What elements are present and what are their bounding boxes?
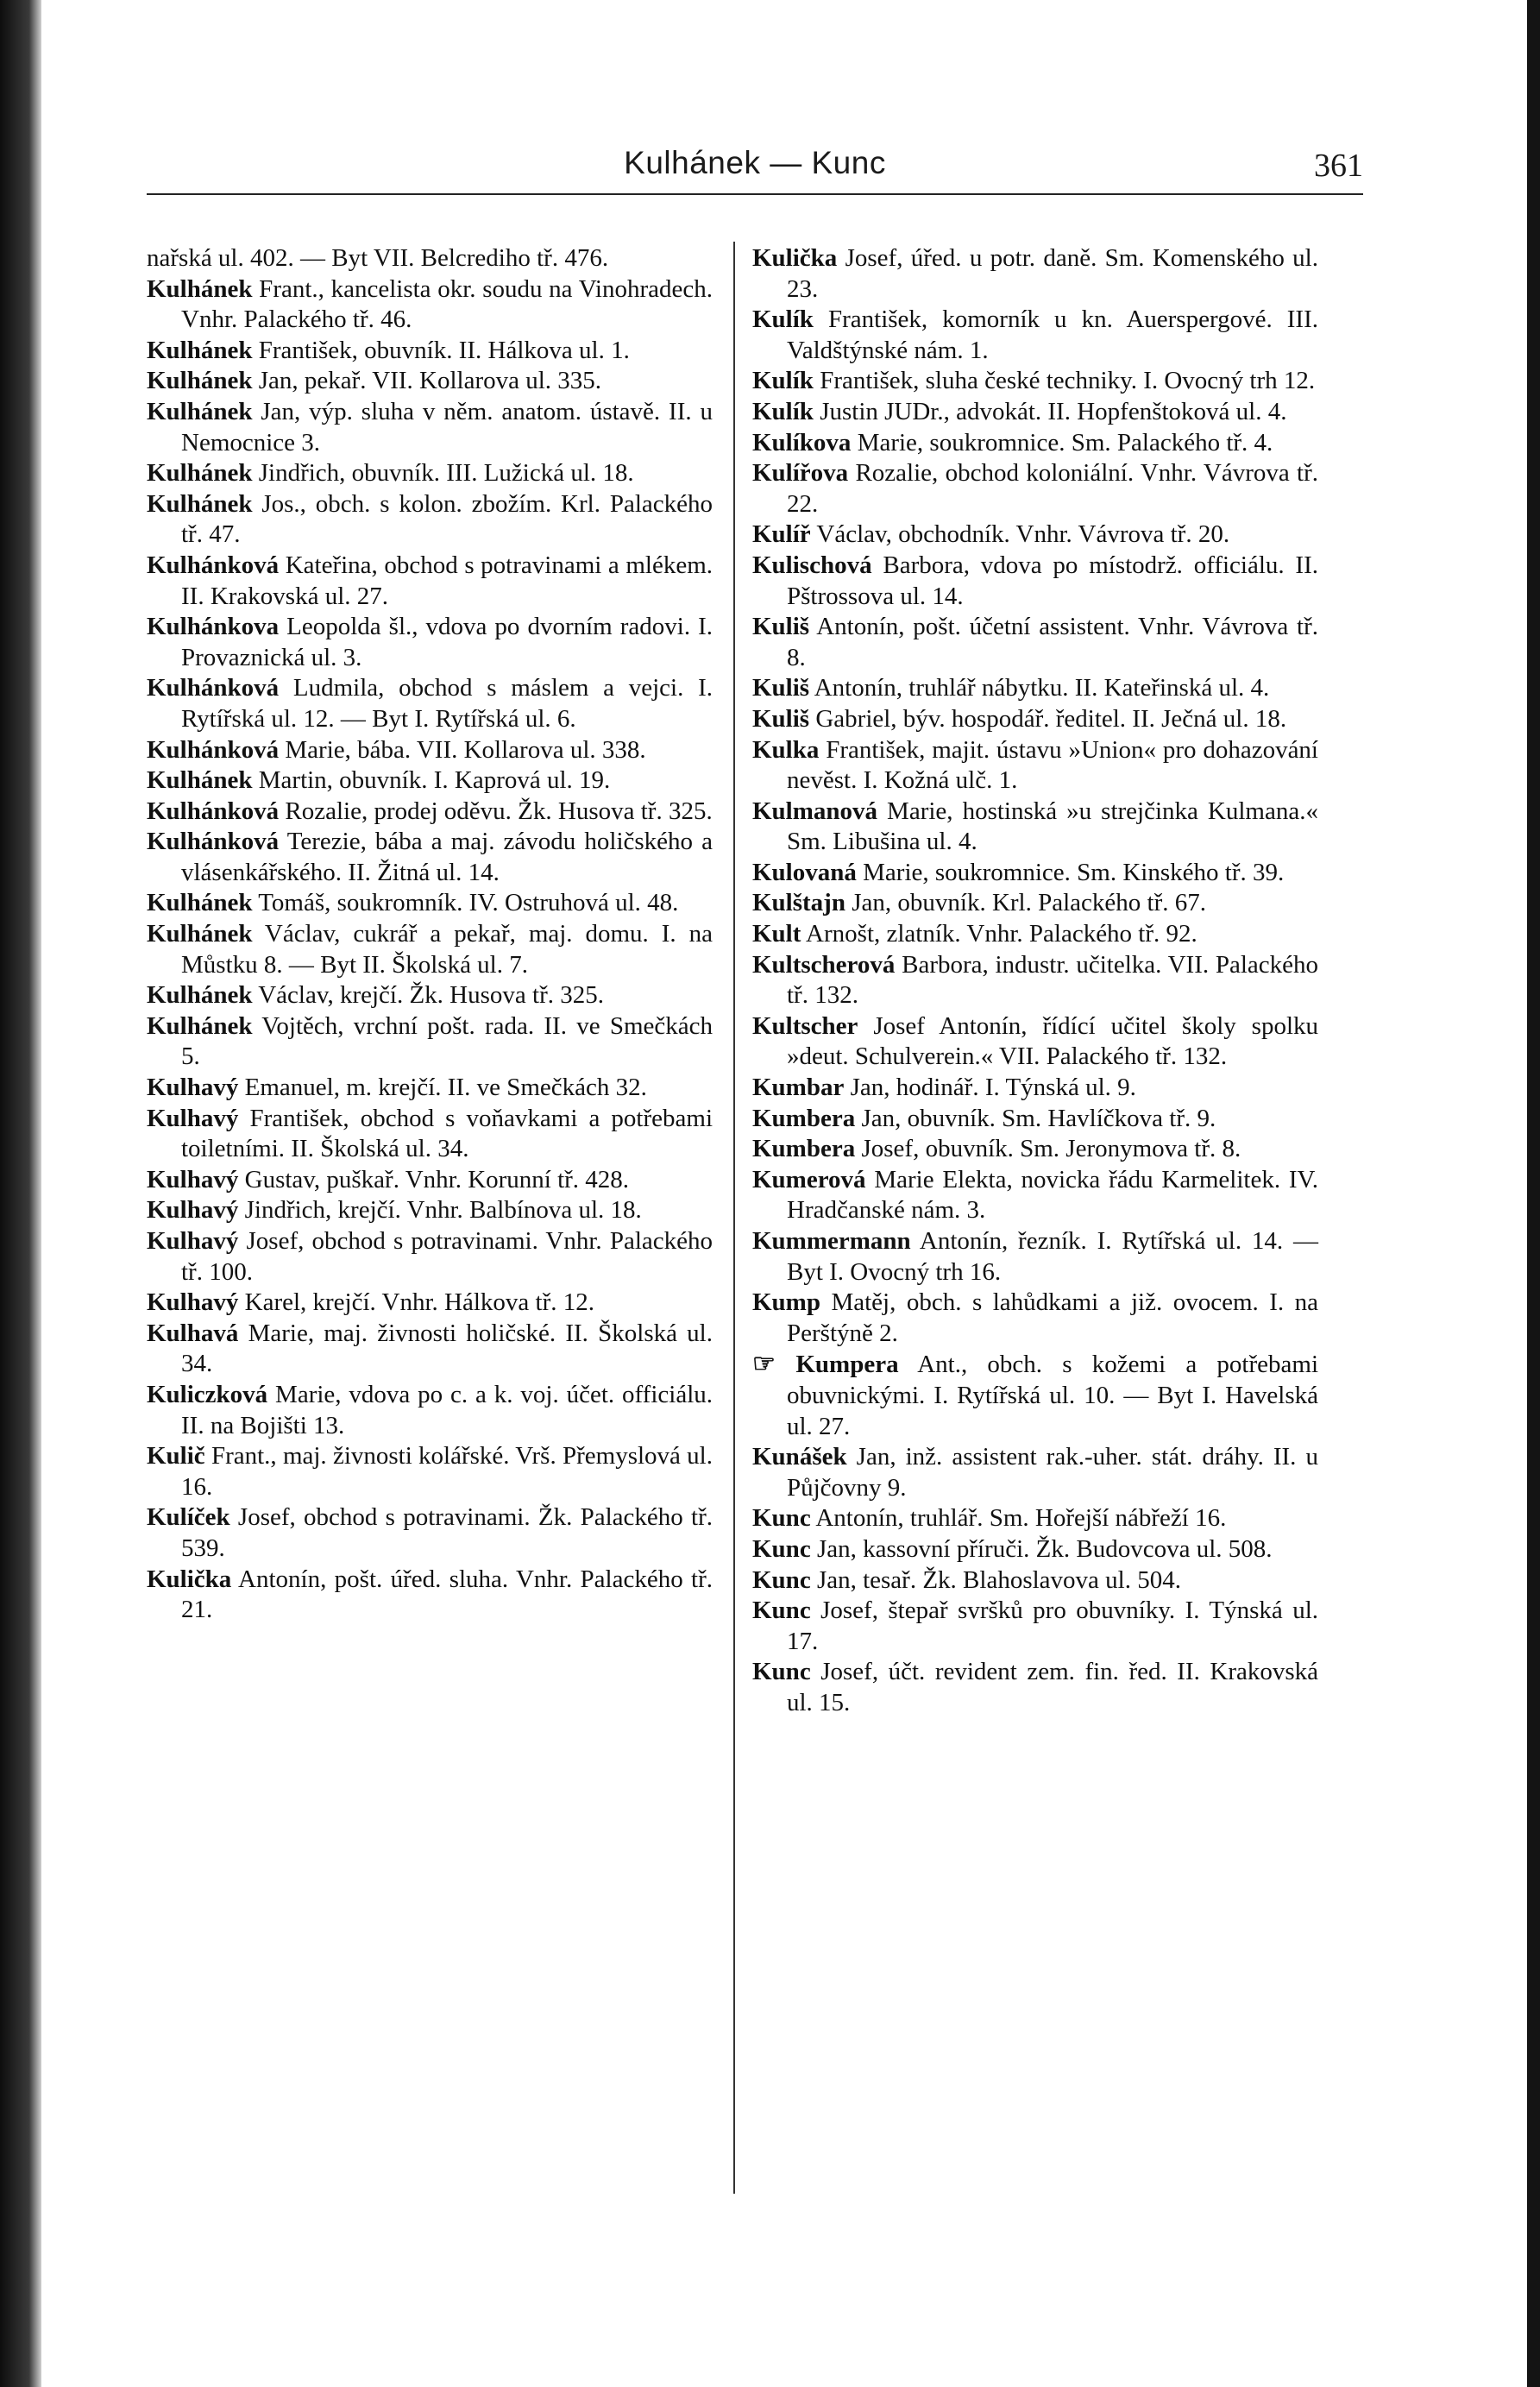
entry-details: Václav, krejčí. Žk. Husova tř. 325.: [252, 981, 605, 1010]
entry-details: Gabriel, býv. hospodář. ředitel. II. Ječná ul. 18.: [809, 704, 1287, 733]
entry-surname: Kulík: [752, 367, 814, 395]
directory-entry: [147, 1288, 713, 1319]
entry-details: Josef, obuvník. Sm. Jeronymova tř. 8.: [855, 1135, 1241, 1163]
directory-entry: [147, 765, 713, 797]
directory-entry: [147, 1104, 713, 1165]
entry-surname: Kulhánek: [147, 397, 253, 425]
entry-details: František, obuvník. II. Hálkova ul. 1.: [252, 336, 630, 364]
entry-details: František, komorník u kn. Auerspergové. III. Valdštýnské nám. 1.: [787, 305, 1318, 364]
entry-surname: Kummermann: [752, 1227, 911, 1255]
entry-details: Marie, hostinská »u strejčinka Kulmana.« Sm. Libušina ul. 4.: [787, 797, 1318, 856]
entry-details: Karel, krejčí. Vnhr. Hálkova tř. 12.: [238, 1288, 594, 1317]
entry-details: Frant., maj. živnosti kolářské. Vrš. Přemyslová ul. 16.: [181, 1442, 713, 1501]
entry-surname: Kunc: [752, 1658, 811, 1686]
entry-surname: Kulhánek: [147, 489, 253, 518]
entry-details: Frant., kancelista okr. soudu na Vinohradech. Vnhr. Palackého tř. 46.: [181, 274, 713, 334]
entry-details: Barbora, vdova po místodrž. officiálu. II. Pštrossova ul. 14.: [787, 551, 1318, 610]
entry-details: František, majit. ústavu »Union« pro dohazování nevěst. I. Kožná ulč. 1.: [787, 735, 1318, 795]
directory-entry: [752, 950, 1318, 1011]
entry-details: Antonín, truhlář nábytku. II. Kateřinská ul. 4.: [809, 674, 1270, 702]
directory-entry: [147, 827, 713, 888]
entry-details: Arnošt, zlatník. Vnhr. Palackého tř. 92.: [801, 920, 1197, 948]
directory-entry: [147, 1195, 713, 1226]
directory-entry: [147, 1226, 713, 1288]
entry-surname: Kulhavý: [147, 1104, 239, 1132]
directory-entry: [752, 1226, 1318, 1288]
directory-entry: [147, 1073, 713, 1104]
entry-details: Marie, maj. živnosti holičské. II. Školská ul. 34.: [181, 1319, 713, 1378]
directory-entry: [752, 919, 1318, 950]
entry-details: Antonín, pošt. úřed. sluha. Vnhr. Palackého tř. 21.: [181, 1565, 713, 1624]
entry-details: Jan, pekař. VII. Kollarova ul. 335.: [252, 367, 602, 395]
entry-details: Kateřina, obchod s potravinami a mlékem. II. Krakovská ul. 27.: [181, 551, 713, 610]
entry-surname: Kumbera: [752, 1104, 856, 1132]
entry-details: Martin, obuvník. I. Kaprová ul. 19.: [252, 766, 611, 795]
entry-details: Josef, účt. revident zem. fin. řed. II. Krakovská ul. 15.: [787, 1658, 1318, 1716]
entry-surname: Kulík: [752, 397, 814, 425]
directory-entry: [147, 366, 713, 397]
directory-entry: [147, 397, 713, 458]
entry-surname: Kulička: [147, 1565, 232, 1593]
entry-details: Josef, obchod s potravinami. Žk. Palackého tř. 539.: [181, 1503, 713, 1562]
entry-surname: Kultscher: [752, 1011, 858, 1040]
entry-details: Ludmila, obchod s máslem a vejci. I. Rytířská ul. 12. — Byt I. Rytířská ul. 6.: [181, 674, 713, 733]
header-rule: [147, 193, 1363, 195]
entry-surname: Kulhavý: [147, 1196, 239, 1225]
entry-details: Rozalie, obchod koloniální. Vnhr. Vávrova tř. 22.: [787, 459, 1318, 518]
column-divider: [733, 242, 735, 2194]
directory-entry: [147, 1319, 713, 1380]
entry-details: Justin JUDr., advokát. II. Hopfenštoková ul. 4.: [813, 397, 1287, 425]
entry-details: Jan, obuvník. Sm. Havlíčkova tř. 9.: [855, 1104, 1216, 1132]
entry-surname: Kulhavý: [147, 1288, 239, 1317]
directory-entry: [147, 1502, 713, 1564]
entry-surname: Kumbera: [752, 1135, 856, 1163]
entry-surname: Kump: [752, 1288, 820, 1317]
directory-entry: [147, 1165, 713, 1196]
directory-entry: [147, 735, 713, 766]
directory-entry: [147, 489, 713, 551]
directory-entry: [752, 520, 1318, 551]
directory-entry: [752, 735, 1318, 797]
entry-details: Jindřich, obuvník. III. Lužická ul. 18.: [252, 459, 634, 488]
entry-details: Antonín, truhlář. Sm. Hořejší nábřeží 16.: [810, 1504, 1227, 1533]
entry-details: Josef, úřed. u potr. daně. Sm. Komenského ul. 23.: [787, 244, 1318, 303]
directory-entry: [147, 919, 713, 980]
pointing-hand-icon: ☞: [752, 1350, 796, 1379]
directory-entry: [752, 1596, 1318, 1657]
directory-entry: [147, 551, 713, 612]
directory-entry: [752, 858, 1318, 889]
entry-details: Jan, kassovní příruči. Žk. Budovcova ul. 508.: [810, 1534, 1273, 1563]
directory-entry: [147, 243, 713, 274]
directory-entry: [752, 1565, 1318, 1597]
entry-details: Jan, obuvník. Krl. Palackého tř. 67.: [845, 889, 1206, 917]
directory-entry: [147, 797, 713, 828]
directory-entry: [752, 673, 1318, 704]
entry-surname: Kultscherová: [752, 950, 896, 979]
entry-surname: Kumerová: [752, 1165, 866, 1194]
entry-surname: Kulíček: [147, 1503, 230, 1532]
entry-surname: Kulič: [147, 1442, 205, 1471]
directory-entry: [752, 1503, 1318, 1534]
entry-surname: Kulhánek: [147, 367, 253, 395]
entry-surname: Kulhánková: [147, 551, 280, 579]
entry-details: Emanuel, m. krejčí. II. ve Smečkách 32.: [238, 1074, 647, 1102]
entry-details: Jan, výp. sluha v něm. anatom. ústavě. II. u Nemocnice 3.: [181, 397, 713, 457]
entry-details: František, sluha české techniky. I. Ovocný trh 12.: [813, 367, 1316, 395]
running-head: Kulhánek — Kunc: [624, 145, 886, 180]
directory-entry: [752, 428, 1318, 459]
entry-details: Marie, bába. VII. Kollarova ul. 338.: [279, 735, 646, 764]
entry-surname: Kuliš: [752, 674, 810, 702]
page-number: 361: [1314, 148, 1363, 184]
entry-surname: Kulhánek: [147, 766, 253, 795]
directory-entry: [752, 243, 1318, 305]
entry-details: Ant., obch. s kožemi a potřebami obuvnickými. I. Rytířská ul. 10. — Byt I. Havelská ul. 27.: [787, 1351, 1319, 1440]
entry-surname: Kunc: [752, 1565, 811, 1594]
directory-entry: [147, 1011, 713, 1073]
entry-details: František, obchod s voňavkami a potřebami toiletními. II. Školská ul. 34.: [181, 1104, 713, 1163]
entry-surname: Kulhavý: [147, 1165, 239, 1194]
entry-details: Josef, obchod s potravinami. Vnhr. Palackého tř. 100.: [181, 1227, 713, 1286]
book-spine-shadow: [0, 0, 41, 2387]
entry-surname: Kulhánková: [147, 735, 280, 764]
entry-details: Josef, štepař svršků pro obuvníky. I. Týnská ul. 17.: [787, 1597, 1318, 1655]
directory-entry: [752, 305, 1318, 366]
entry-surname: Kulhánek: [147, 1011, 253, 1040]
directory-entry: [752, 1104, 1318, 1135]
entry-surname: Kulířova: [752, 459, 849, 488]
entry-details: Jan, tesař. Žk. Blahoslavova ul. 504.: [810, 1565, 1181, 1594]
page-header: [147, 145, 1363, 197]
directory-entry: [147, 888, 713, 919]
directory-entry: [752, 888, 1318, 919]
entry-surname: Kulhánek: [147, 336, 253, 364]
entry-surname: Kuliš: [752, 704, 810, 733]
entry-details: Leopolda šl., vdova po dvorním radovi. I. Provaznická ul. 3.: [181, 613, 713, 671]
entry-surname: Kult: [752, 920, 801, 948]
entry-details: Josef Antonín, řídící učitel školy spolku »deut. Schulverein.« VII. Palackého tř. 132.: [787, 1011, 1318, 1071]
directory-entry: [752, 1011, 1318, 1073]
directory-entry: [752, 366, 1318, 397]
entry-surname: Kulhánková: [147, 828, 280, 856]
directory-entry: [752, 1534, 1318, 1565]
entry-surname: Kulischová: [752, 551, 872, 579]
right-column: [752, 243, 1318, 1719]
directory-entry: [752, 1442, 1318, 1503]
entry-surname: Kuliczková: [147, 1380, 268, 1408]
entry-surname: Kulíř: [752, 520, 811, 549]
directory-entry: [147, 1441, 713, 1502]
directory-entry: [752, 1349, 1318, 1442]
entry-details: Jindřich, krejčí. Vnhr. Balbínova ul. 18.: [238, 1196, 642, 1225]
left-column: [147, 243, 713, 1626]
directory-entry: [147, 1380, 713, 1441]
directory-entry: [147, 673, 713, 734]
directory-entry: [147, 274, 713, 336]
entry-surname: Kulhánek: [147, 889, 253, 917]
entry-surname: Kumbar: [752, 1074, 845, 1102]
entry-details: Matěj, obch. s lahůdkami a již. ovocem. I. na Perštýně 2.: [787, 1288, 1318, 1347]
entry-surname: Kulka: [752, 735, 820, 764]
directory-entry: [752, 1165, 1318, 1226]
directory-entry: [752, 551, 1318, 612]
entry-details: Václav, cukrář a pekař, maj. domu. I. na Můstku 8. — Byt II. Školská ul. 7.: [181, 920, 713, 979]
entry-surname: Kulmanová: [752, 797, 878, 825]
entry-details: Gustav, puškař. Vnhr. Korunní tř. 428.: [238, 1165, 630, 1194]
entry-details: Vojtěch, vrchní pošt. rada. II. ve Smečkách 5.: [181, 1011, 713, 1071]
directory-entry: [147, 612, 713, 673]
entry-surname: Kulička: [752, 244, 838, 272]
directory-entry: [147, 458, 713, 489]
entry-surname: Kulíkova: [752, 428, 852, 457]
directory-entry: [752, 797, 1318, 858]
directory-entry: [147, 980, 713, 1011]
directory-entry: [752, 458, 1318, 520]
entry-details: Tomáš, soukromník. IV. Ostruhová ul. 48.: [252, 889, 679, 917]
entry-surname: Kulhánek: [147, 920, 253, 948]
entry-details: Marie, soukromnice. Sm. Palackého tř. 4.: [851, 428, 1273, 457]
entry-surname: Kulhavý: [147, 1227, 239, 1255]
directory-entry: [752, 397, 1318, 428]
entry-surname: Kulovaná: [752, 858, 857, 886]
entry-details: Antonín, řezník. I. Rytířská ul. 14. — Byt I. Ovocný trh 16.: [787, 1227, 1318, 1286]
entry-surname: Kunc: [752, 1597, 811, 1625]
entry-details: Jos., obch. s kolon. zbožím. Krl. Palackého tř. 47.: [181, 489, 713, 549]
entry-surname: Kulhánkova: [147, 613, 280, 641]
entry-surname: Kulhánek: [147, 981, 253, 1010]
entry-details: Barbora, industr. učitelka. VII. Palackého tř. 132.: [787, 950, 1318, 1010]
directory-entry: [752, 612, 1318, 673]
entry-surname: Kulhánek: [147, 274, 253, 303]
entry-surname: Kuliš: [752, 613, 810, 641]
entry-details: Marie Elekta, novicka řádu Karmelitek. IV. Hradčanské nám. 3.: [787, 1165, 1318, 1225]
entry-surname: Kunc: [752, 1534, 811, 1563]
entry-surname: Kulhánková: [147, 674, 280, 702]
directory-entry: [752, 1073, 1318, 1104]
entry-surname: Kunášek: [752, 1443, 847, 1471]
entry-details: Terezie, bába a maj. závodu holičského a vlásenkářského. II. Žitná ul. 14.: [181, 828, 713, 886]
directory-entry: [752, 704, 1318, 735]
directory-entry: [147, 336, 713, 367]
entry-details: Jan, hodinář. I. Týnská ul. 9.: [844, 1074, 1136, 1102]
entry-details: Václav, obchodník. Vnhr. Vávrova tř. 20.: [810, 520, 1230, 549]
directory-entry: [752, 1657, 1318, 1718]
entry-surname: Kulhavá: [147, 1319, 239, 1347]
entry-surname: Kumpera: [795, 1351, 899, 1379]
entry-surname: Kulík: [752, 305, 814, 334]
entry-surname: Kulhavý: [147, 1074, 239, 1102]
directory-entry: [752, 1134, 1318, 1165]
entry-surname: Kunc: [752, 1504, 811, 1533]
directory-entry: [147, 1565, 713, 1626]
entry-details: Antonín, pošt. účetní assistent. Vnhr. Vávrova tř. 8.: [787, 613, 1318, 671]
entry-surname: Kulštajn: [752, 889, 845, 917]
entry-details: Rozalie, prodej oděvu. Žk. Husova tř. 325.: [279, 797, 713, 825]
entry-surname: Kulhánková: [147, 797, 280, 825]
entry-details: Marie, vdova po c. a k. voj. účet. officiálu. II. na Bojišti 13.: [181, 1380, 713, 1439]
entry-details: Jan, inž. assistent rak.-uher. stát. dráhy. II. u Půjčovny 9.: [787, 1443, 1318, 1502]
entry-surname: Kulhánek: [147, 459, 253, 488]
entry-details: nařská ul. 402. — Byt VII. Belcrediho tř. 476.: [147, 244, 609, 272]
directory-entry: [752, 1288, 1318, 1349]
entry-details: Marie, soukromnice. Sm. Kinského tř. 39.: [856, 858, 1285, 886]
